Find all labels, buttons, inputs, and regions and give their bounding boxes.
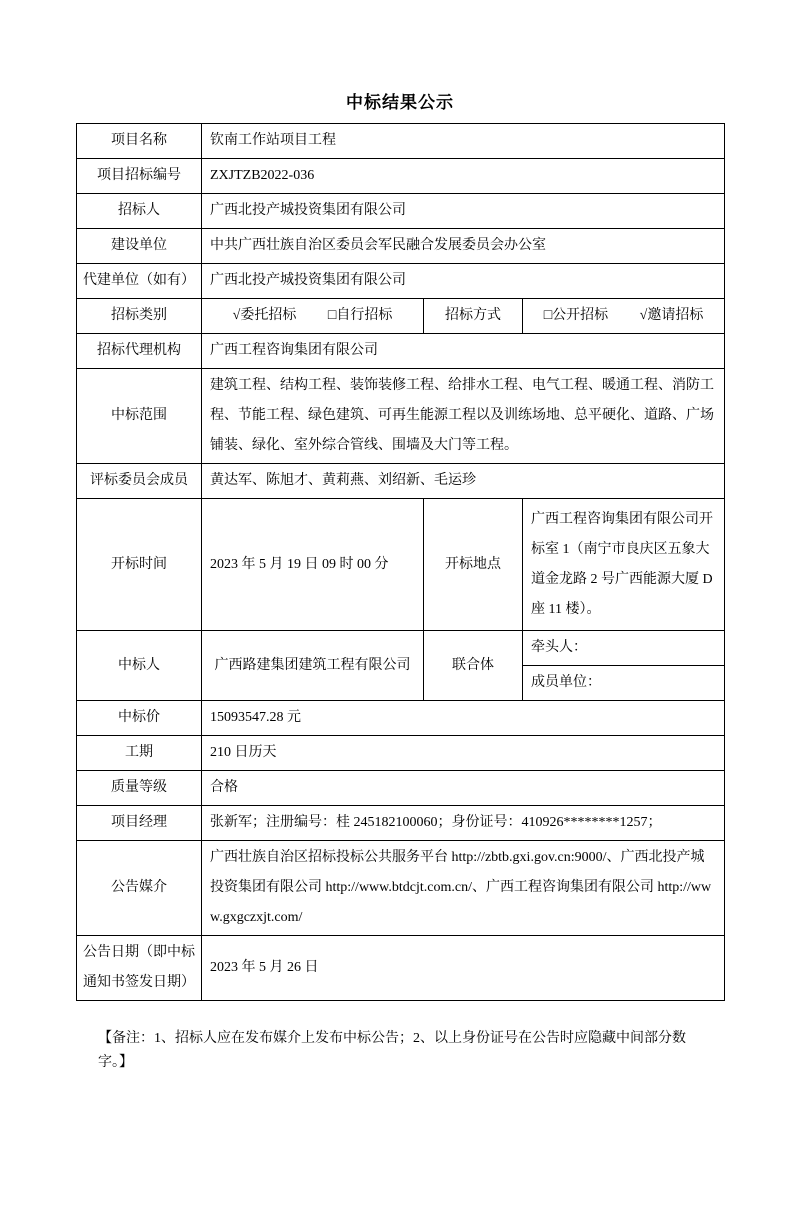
agent-unit-label: 代建单位（如有） (77, 264, 202, 299)
evaluation-committee-value: 黄达军、陈旭才、黄莉燕、刘绍新、毛运珍 (202, 464, 725, 499)
duration-label: 工期 (77, 736, 202, 771)
announcement-date-label: 公告日期（即中标通知书签发日期） (77, 936, 202, 1001)
bid-price-label: 中标价 (77, 701, 202, 736)
tenderer-value: 广西北投产城投资集团有限公司 (202, 194, 725, 229)
tender-category-label: 招标类别 (77, 299, 202, 334)
bid-scope-value: 建筑工程、结构工程、装饰装修工程、给排水工程、电气工程、暖通工程、消防工程、节能工程、绿色建筑、可再生能源工程以及训练场地、总平硬化、道路、广场铺装、绿化、室外综合管线、围墙及大门等工程。 (202, 369, 725, 464)
row-announcement-media (77, 841, 725, 936)
bid-opening-place-label: 开标地点 (424, 499, 523, 631)
project-name-label: 项目名称 (77, 124, 202, 159)
document-page (76, 88, 724, 1075)
row-winner (77, 631, 725, 666)
row-tenderer (77, 194, 725, 229)
row-bid-scope (77, 369, 725, 464)
row-evaluation-committee (77, 464, 725, 499)
row-quality-grade (77, 771, 725, 806)
winner-value: 广西路建集团建筑工程有限公司 (202, 631, 424, 701)
row-project-manager (77, 806, 725, 841)
bid-opening-place-value: 广西工程咨询集团有限公司开标室 1（南宁市良庆区五象大道金龙路 2 号广西能源大厦 D 座 11 楼）。 (523, 499, 725, 631)
row-duration (77, 736, 725, 771)
bid-scope-label: 中标范围 (77, 369, 202, 464)
tender-number-value: ZXJTZB2022-036 (202, 159, 725, 194)
quality-grade-value: 合格 (202, 771, 725, 806)
row-agent-unit (77, 264, 725, 299)
construction-unit-label: 建设单位 (77, 229, 202, 264)
row-bid-opening (77, 499, 725, 631)
document-title: 中标结果公示 (346, 93, 454, 112)
bid-opening-time-value: 2023 年 5 月 19 日 09 时 00 分 (202, 499, 424, 631)
construction-unit-value: 中共广西壮族自治区委员会军民融合发展委员会办公室 (202, 229, 725, 264)
footer-note: 【备注：1、招标人应在发布媒介上发布中标公告；2、以上身份证号在公告时应隐藏中间部分数字。】 (98, 1031, 686, 1070)
bid-opening-time-label: 开标时间 (77, 499, 202, 631)
open-tender-option: □公开招标 (543, 308, 609, 323)
consortium-label: 联合体 (424, 631, 523, 701)
entrust-tender-option: √委托招标 (232, 308, 297, 323)
tender-method-options (523, 299, 725, 334)
bid-price-value: 15093547.28 元 (202, 701, 725, 736)
row-construction-unit (77, 229, 725, 264)
row-tender-number (77, 159, 725, 194)
announcement-media-value: 广西壮族自治区招标投标公共服务平台 http://zbtb.gxi.gov.cn:9000/、广西北投产城投资集团有限公司 http://www.btdcjt.com.cn/、广西工程咨询集团有限公司 http://www.gxgczxjt.com/ (202, 841, 725, 936)
tender-agency-value: 广西工程咨询集团有限公司 (202, 334, 725, 369)
tender-number-label: 项目招标编号 (77, 159, 202, 194)
row-project-name (77, 124, 725, 159)
duration-value: 210 日历天 (202, 736, 725, 771)
quality-grade-label: 质量等级 (77, 771, 202, 806)
invite-tender-option: √邀请招标 (639, 308, 704, 323)
tender-method-label: 招标方式 (424, 299, 523, 334)
tenderer-label: 招标人 (77, 194, 202, 229)
winner-label: 中标人 (77, 631, 202, 701)
bid-result-table (76, 123, 725, 1001)
project-name-value: 钦南工作站项目工程 (202, 124, 725, 159)
project-manager-label: 项目经理 (77, 806, 202, 841)
row-announcement-date (77, 936, 725, 1001)
announcement-media-label: 公告媒介 (77, 841, 202, 936)
consortium-leader: 牵头人： (523, 631, 725, 666)
project-manager-value: 张新军；注册编号：桂 245182100060；身份证号：410926********1257； (202, 806, 725, 841)
tender-agency-label: 招标代理机构 (77, 334, 202, 369)
agent-unit-value: 广西北投产城投资集团有限公司 (202, 264, 725, 299)
consortium-member: 成员单位： (523, 666, 725, 701)
tender-category-options (202, 299, 424, 334)
row-bid-price (77, 701, 725, 736)
self-tender-option: □自行招标 (327, 308, 393, 323)
row-tender-category (77, 299, 725, 334)
evaluation-committee-label: 评标委员会成员 (77, 464, 202, 499)
row-tender-agency (77, 334, 725, 369)
announcement-date-value: 2023 年 5 月 26 日 (202, 936, 725, 1001)
